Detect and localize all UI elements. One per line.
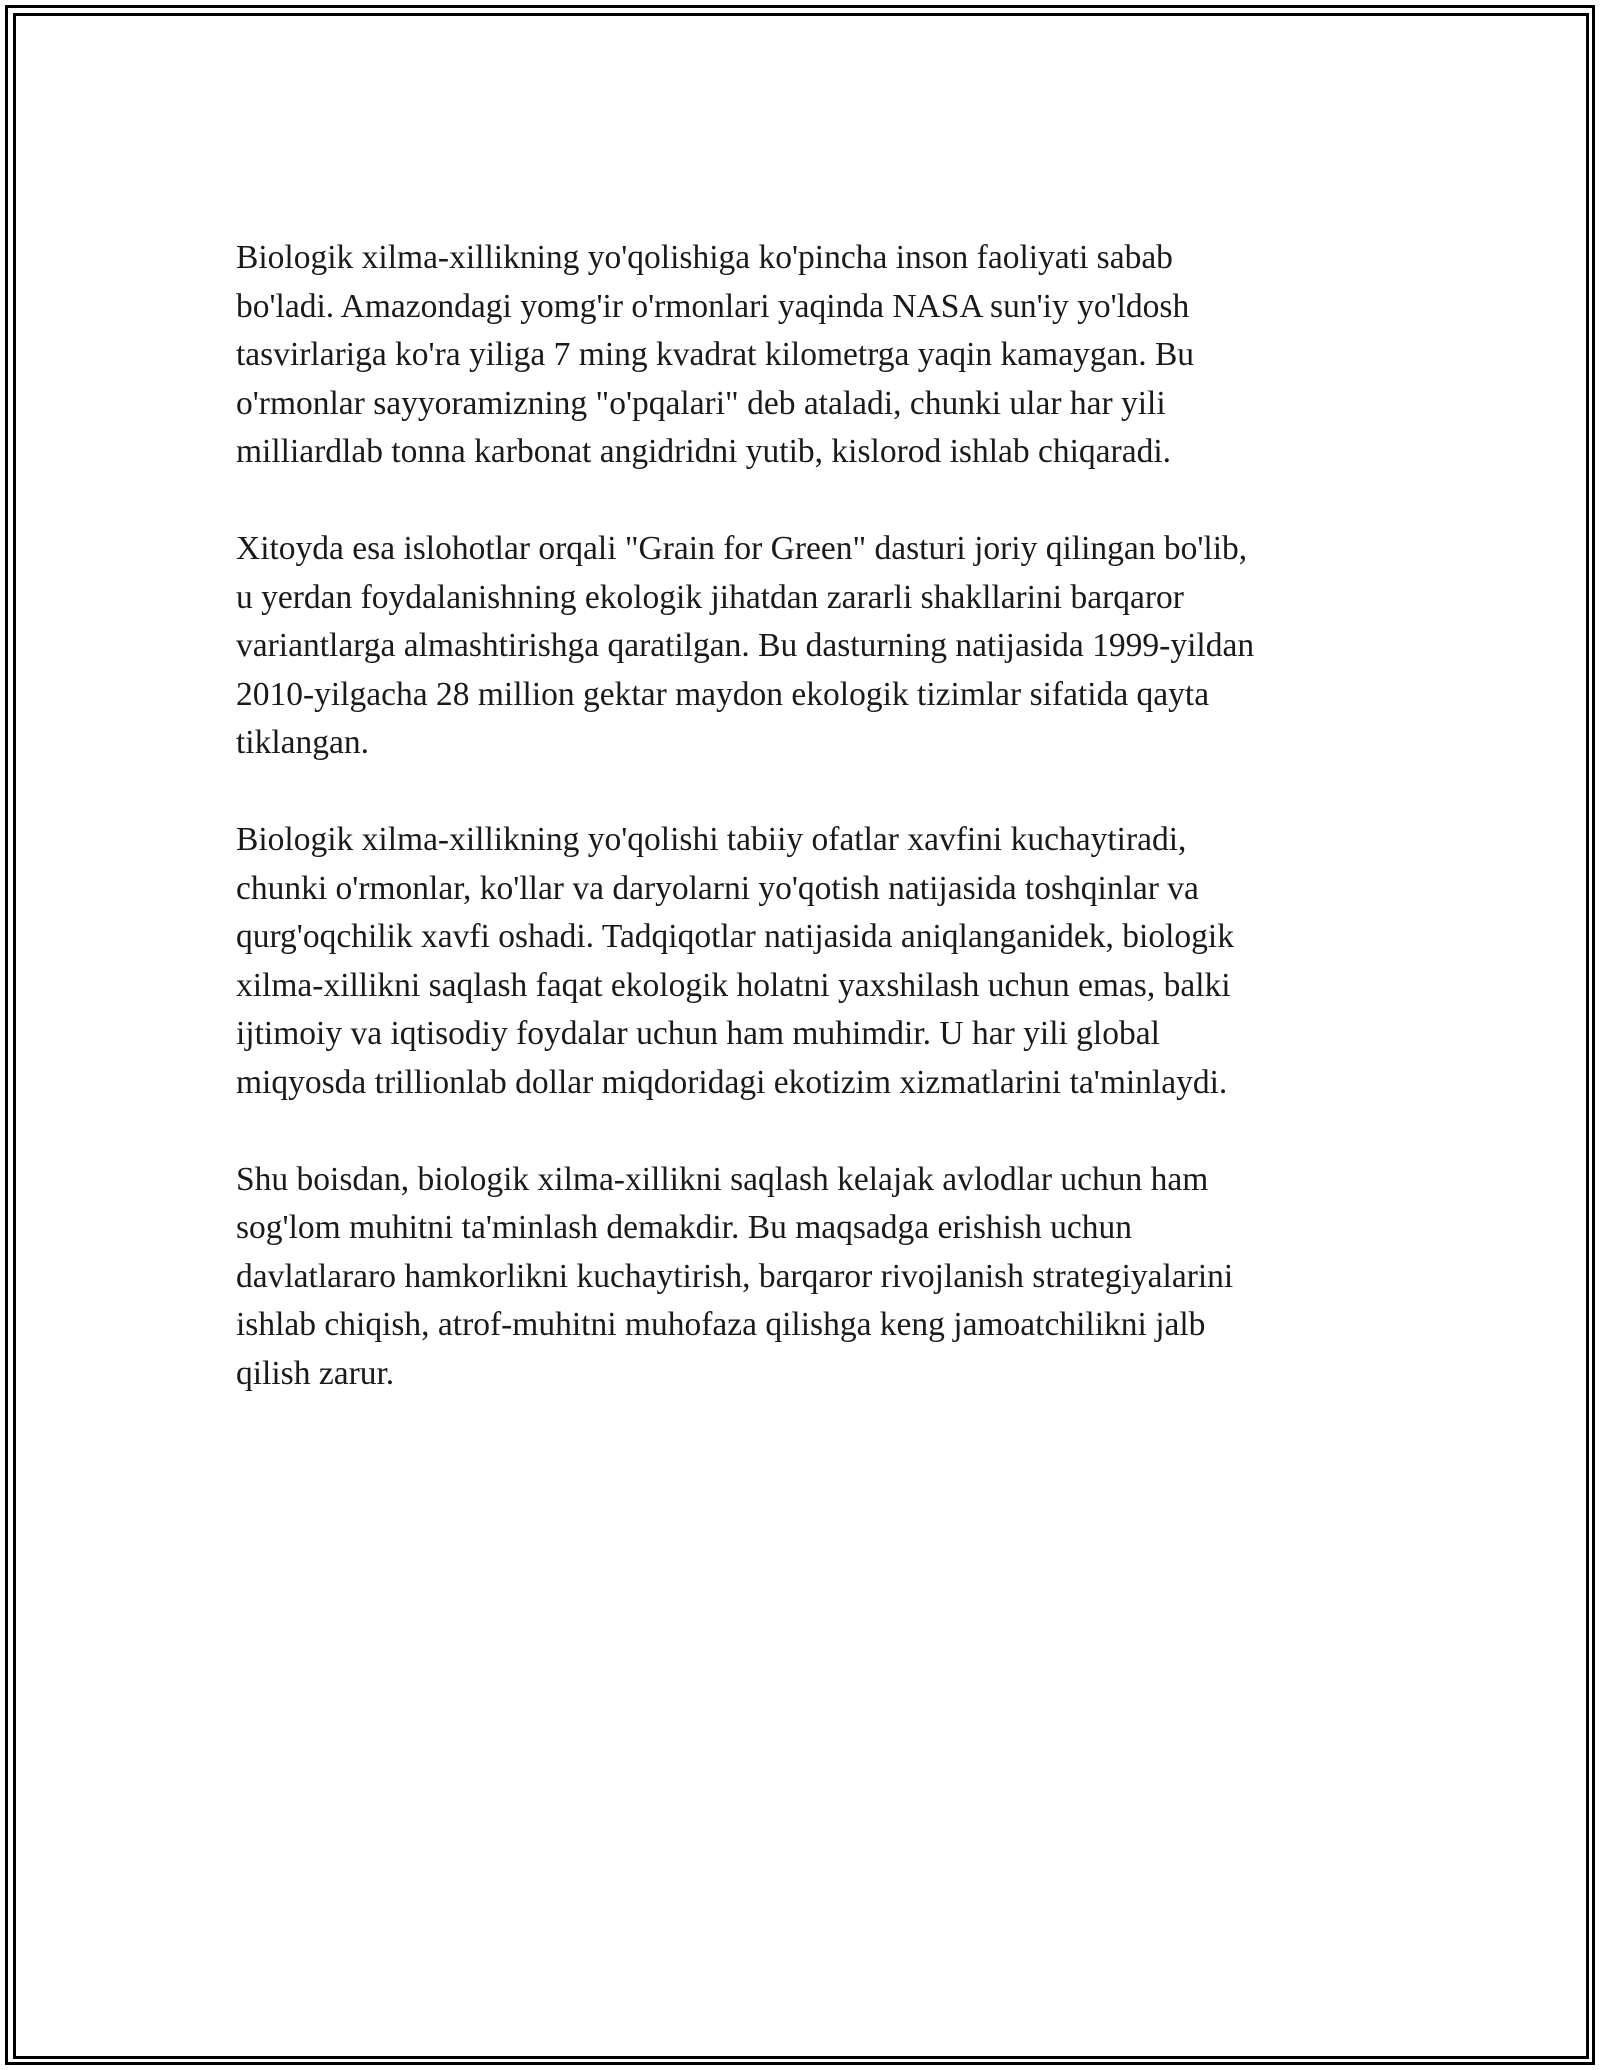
text-line: ishlab chiqish, atrof-muhitni muhofaza qilishga keng jamoatchilikni jalb	[236, 1306, 1206, 1343]
text-line: Biologik xilma-xillikning yo'qolishi tabiiy ofatlar xavfini kuchaytiradi,	[236, 821, 1187, 858]
text-line: xilma-xillikni saqlash faqat ekologik holatni yaxshilash uchun emas, balki	[236, 966, 1231, 1004]
paragraph-3	[236, 816, 1376, 1107]
text-line: ijtimoiy va iqtisodiy foydalar uchun ham muhimdir. U har yili global	[236, 1015, 1160, 1052]
text-line: o'rmonlar sayyoramizning "o'pqalari" deb ataladi, chunki ular har yili	[236, 384, 1166, 422]
text-line: 2010-yilgacha 28 million gektar maydon ekologik tizimlar sifatida qayta	[236, 675, 1210, 713]
text-line: variantlarga almashtirishga qaratilgan. Bu dasturning natijasida 1999-yildan	[236, 627, 1255, 664]
text-line: tasvirlariga ko'ra yiliga 7 ming kvadrat kilometrga yaqin kamaygan. Bu	[236, 336, 1195, 373]
text-line: tiklangan.	[236, 724, 370, 761]
text-line: bo'ladi. Amazondagi yomg'ir o'rmonlari yaqinda NASA sun'iy yo'ldosh	[236, 287, 1190, 325]
document-body	[236, 234, 1376, 1447]
text-line: chunki o'rmonlar, ko'llar va daryolarni yo'qotish natijasida toshqinlar va	[236, 869, 1199, 907]
text-line: sog'lom muhitni ta'minlash demakdir. Bu maqsadga erishish uchun	[236, 1209, 1132, 1246]
text-line: u yerdan foydalanishning ekologik jihatdan zararli shakllarini barqaror	[236, 578, 1184, 616]
text-line: Shu boisdan, biologik xilma-xillikni saqlash kelajak avlodlar uchun ham	[236, 1160, 1209, 1198]
paragraph-4	[236, 1156, 1376, 1399]
text-line: milliardlab tonna karbonat angidridni yutib, kislorod ishlab chiqaradi.	[236, 433, 1172, 470]
text-line: qurg'oqchilik xavfi oshadi. Tadqiqotlar natijasida aniqlanganidek, biologik	[236, 918, 1234, 955]
paragraph-2	[236, 525, 1376, 768]
paragraph-1	[236, 234, 1376, 477]
text-line: Biologik xilma-xillikning yo'qolishiga ko'pincha inson faoliyati sabab	[236, 239, 1173, 276]
text-line: davlatlararo hamkorlikni kuchaytirish, barqaror rivojlanish strategiyalarini	[236, 1257, 1234, 1295]
text-line: qilish zarur.	[236, 1354, 395, 1392]
text-line: miqyosda trillionlab dollar miqdoridagi ekotizim xizmatlarini ta'minlaydi.	[236, 1063, 1228, 1101]
text-line: Xitoyda esa islohotlar orqali "Grain for Green" dasturi joriy qilingan bo'lib,	[236, 530, 1248, 567]
